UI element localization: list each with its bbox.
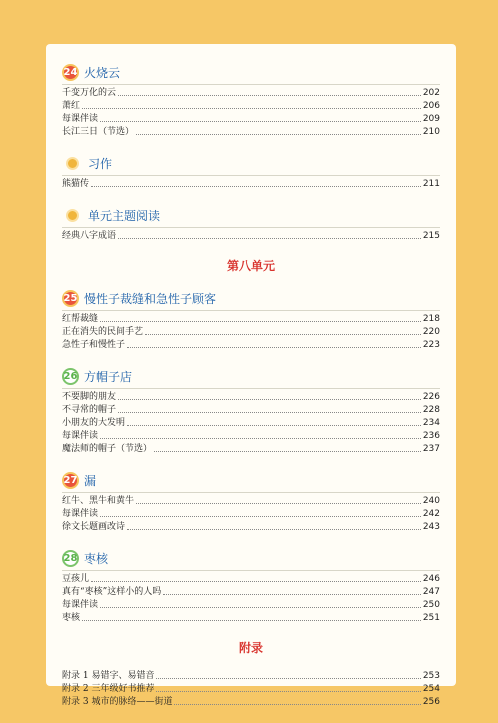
page-number: 215	[422, 231, 440, 241]
unit-heading: 第八单元	[226, 259, 275, 273]
section-title: 单元主题阅读	[88, 208, 161, 223]
page-number: 250	[422, 600, 440, 610]
page-number: 223	[422, 340, 440, 350]
lesson-section	[62, 366, 440, 456]
bullet-icon	[66, 209, 79, 222]
entry-title: 附录 3 城市的脉络——街道	[62, 697, 173, 707]
toc-entry[interactable]	[62, 313, 440, 326]
page-number: 251	[422, 613, 440, 623]
dot-leader	[100, 607, 421, 608]
section-header	[62, 548, 440, 568]
entry-title: 长江三日（节选）	[62, 127, 135, 137]
section-title: 火烧云	[84, 65, 121, 80]
dot-leader	[145, 334, 421, 335]
page-number: 220	[422, 327, 440, 337]
page-number: 237	[422, 444, 440, 454]
entry-title: 豆孩儿	[62, 574, 90, 584]
toc-entry[interactable]	[62, 612, 440, 625]
bullet-icon	[66, 157, 79, 170]
section-title: 习作	[88, 156, 113, 171]
toc-entry[interactable]	[62, 696, 440, 709]
toc-entry[interactable]	[62, 573, 440, 586]
entry-title: 萧红	[62, 101, 81, 111]
toc-entry[interactable]	[62, 87, 440, 100]
lesson-number-badge: 26	[62, 368, 79, 385]
lesson-number-badge: 24	[62, 64, 79, 81]
entry-title: 千变万化的云	[62, 88, 117, 98]
table-of-contents	[62, 62, 440, 723]
toc-section	[62, 205, 440, 243]
dot-leader	[136, 503, 421, 504]
entry-title: 徐文长题画改诗	[62, 522, 126, 532]
dot-leader	[154, 451, 421, 452]
entry-title: 红牛、黑牛和黄牛	[62, 496, 135, 506]
section-header	[62, 470, 440, 490]
dot-leader	[156, 678, 420, 679]
section-header	[62, 366, 440, 386]
page-number: 228	[422, 405, 440, 415]
page-number: 254	[422, 684, 440, 694]
section-divider	[62, 388, 440, 389]
page-number: 246	[422, 574, 440, 584]
toc-entry[interactable]	[62, 404, 440, 417]
toc-entry[interactable]	[62, 430, 440, 443]
page-number: 209	[422, 114, 440, 124]
entry-title: 不寻常的帽子	[62, 405, 117, 415]
entry-title: 每课伴读	[62, 600, 99, 610]
page-number: 256	[422, 697, 440, 707]
entry-title: 小朋友的大发明	[62, 418, 126, 428]
page-number: 202	[422, 88, 440, 98]
toc-entry[interactable]	[62, 417, 440, 430]
page-number: 253	[422, 671, 440, 681]
page-number: 242	[422, 509, 440, 519]
section-title: 枣核	[84, 551, 109, 566]
toc-page	[46, 44, 456, 707]
section-header	[62, 205, 440, 225]
dot-leader	[82, 620, 421, 621]
entry-title: 熊猫传	[62, 179, 90, 189]
dot-leader	[118, 95, 421, 96]
entry-title: 不要脚的朋友	[62, 392, 117, 402]
lesson-number-badge: 28	[62, 550, 79, 567]
section-divider	[62, 227, 440, 228]
entry-title: 附录 1 易错字、易错音	[62, 671, 155, 681]
section-header	[62, 288, 440, 308]
lesson-number-badge: 27	[62, 472, 79, 489]
dot-leader	[127, 529, 421, 530]
dot-leader	[156, 691, 420, 692]
dot-leader	[91, 581, 421, 582]
dot-leader	[100, 438, 421, 439]
toc-entry[interactable]	[62, 391, 440, 404]
dot-leader	[82, 108, 421, 109]
lesson-section	[62, 548, 440, 625]
toc-entry[interactable]	[62, 683, 440, 696]
toc-entry[interactable]	[62, 230, 440, 243]
dot-leader	[127, 425, 421, 426]
entry-title: 真有“枣核”这样小的人吗	[62, 587, 162, 597]
section-header	[62, 62, 440, 82]
page-number: 236	[422, 431, 440, 441]
toc-entry[interactable]	[62, 508, 440, 521]
section-header	[62, 153, 440, 173]
entry-title: 附录 2 三年级好书推荐	[62, 684, 155, 694]
dot-leader	[118, 412, 421, 413]
dot-leader	[127, 347, 421, 348]
page-number: 247	[422, 587, 440, 597]
lesson-number-badge: 25	[62, 290, 79, 307]
lesson-section	[62, 470, 440, 534]
toc-entry[interactable]	[62, 599, 440, 612]
dot-leader	[163, 594, 421, 595]
entry-title: 每课伴读	[62, 509, 99, 519]
toc-entry[interactable]	[62, 326, 440, 339]
page-number: 210	[422, 127, 440, 137]
unit-heading: 附录	[238, 641, 263, 655]
dot-leader	[118, 399, 421, 400]
toc-entry[interactable]	[62, 126, 440, 139]
dot-leader	[91, 186, 421, 187]
section-title: 慢性子裁缝和急性子顾客	[84, 291, 217, 306]
toc-section	[62, 670, 440, 709]
page-number: 206	[422, 101, 440, 111]
lesson-section	[62, 62, 440, 139]
entry-title: 正在消失的民间手艺	[62, 327, 144, 337]
toc-entry[interactable]	[62, 100, 440, 113]
lesson-section	[62, 288, 440, 352]
entry-title: 魔法师的帽子（节选）	[62, 444, 153, 454]
dot-leader	[100, 516, 421, 517]
dot-leader	[118, 238, 421, 239]
entry-title: 红帮裁缝	[62, 314, 99, 324]
page-number: 243	[422, 522, 440, 532]
entry-title: 每课伴读	[62, 114, 99, 124]
section-divider	[62, 570, 440, 571]
dot-leader	[136, 134, 421, 135]
entry-title: 经典八字成语	[62, 231, 117, 241]
toc-entry[interactable]	[62, 495, 440, 508]
toc-entry[interactable]	[62, 178, 440, 191]
entry-title: 枣核	[62, 613, 81, 623]
section-divider	[62, 492, 440, 493]
entry-title: 急性子和慢性子	[62, 340, 126, 350]
dot-leader	[174, 704, 420, 705]
toc-entry[interactable]	[62, 113, 440, 126]
page-number: 234	[422, 418, 440, 428]
page-number: 226	[422, 392, 440, 402]
page-number: 211	[422, 179, 440, 189]
section-title: 方帽子店	[84, 369, 133, 384]
section-divider	[62, 84, 440, 85]
section-title: 漏	[84, 473, 97, 488]
dot-leader	[100, 321, 421, 322]
page-number: 240	[422, 496, 440, 506]
toc-entry[interactable]	[62, 339, 440, 352]
toc-entry[interactable]	[62, 521, 440, 534]
toc-section	[62, 153, 440, 191]
toc-entry[interactable]	[62, 443, 440, 456]
dot-leader	[100, 121, 421, 122]
toc-entry[interactable]	[62, 670, 440, 683]
entry-title: 每课伴读	[62, 431, 99, 441]
section-divider	[62, 175, 440, 176]
page-number: 218	[422, 314, 440, 324]
toc-entry[interactable]	[62, 586, 440, 599]
section-divider	[62, 310, 440, 311]
